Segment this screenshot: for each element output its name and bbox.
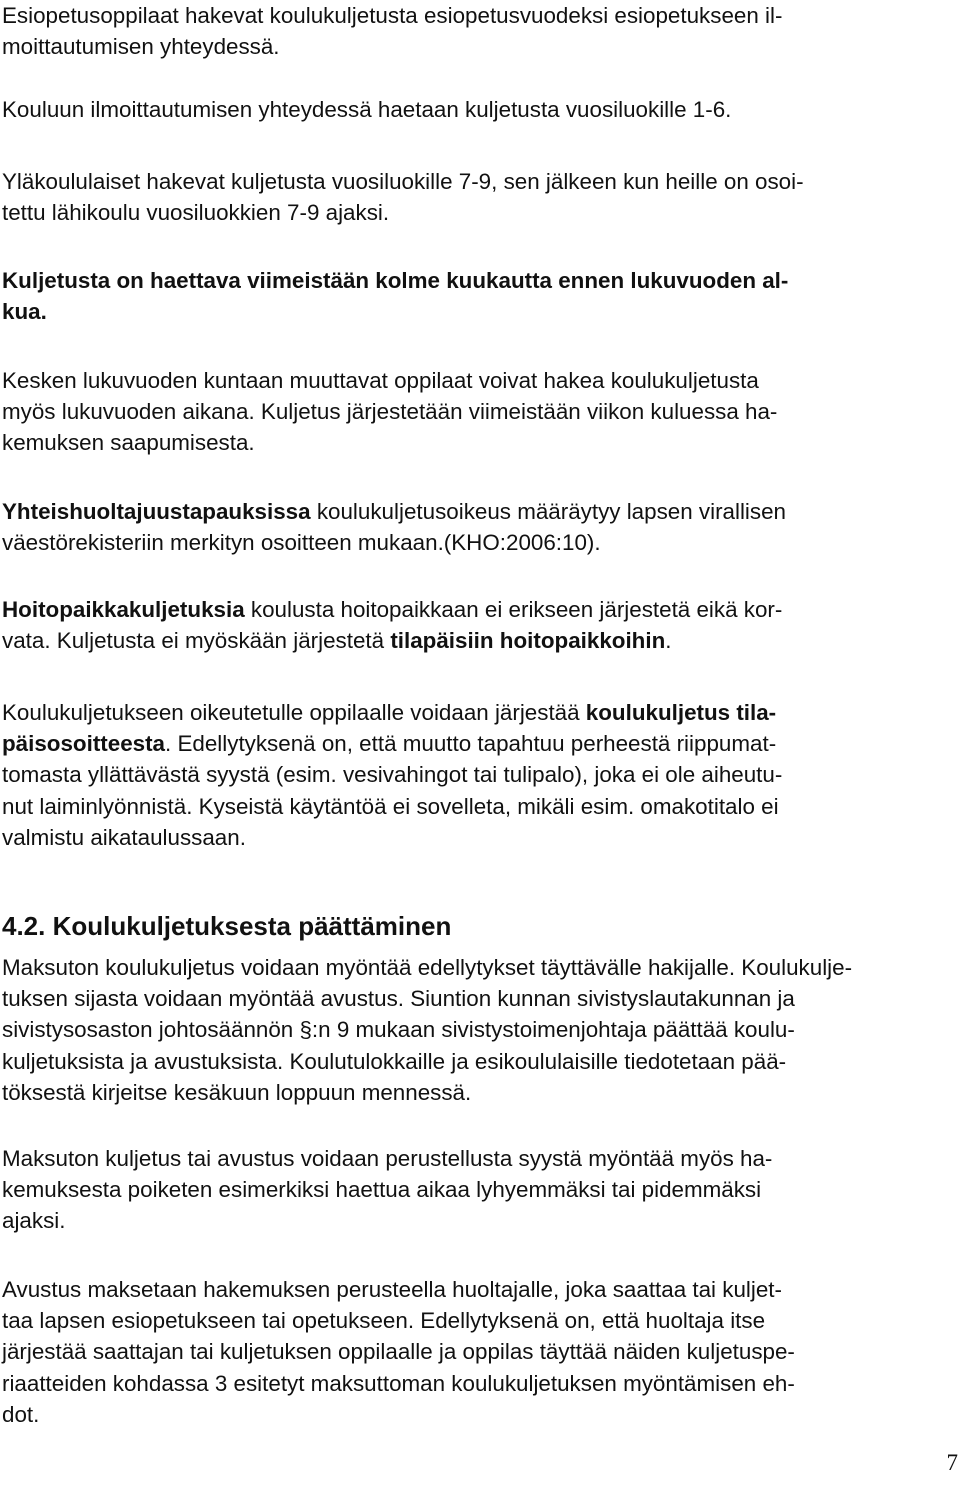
paragraph-exceptions <box>2 1143 946 1237</box>
text-line: ajaksi. <box>2 1208 66 1234</box>
text-line: Yhteishuoltajuustapauksissa koulukuljetusoikeus määräytyy lapsen virallisen <box>2 499 787 524</box>
text-line: sivistysosaston johtosäännön §:n 9 mukaan sivistystoimenjohtaja päättää koulu- <box>2 1017 795 1043</box>
text-line: kemuksen saapumisesta. <box>2 430 255 456</box>
paragraph-daycare-transport <box>2 594 946 656</box>
bold-term: koulukuljetus tila- <box>585 700 777 725</box>
paragraph-allowance <box>2 1274 946 1430</box>
page-number: 7 <box>946 1450 958 1475</box>
text-line: Esiopetusoppilaat hakevat koulukuljetusta esiopetusvuodeksi esiopetukseen il- <box>2 3 783 28</box>
text-line: moittautumisen yhteydessä. <box>2 34 280 60</box>
paragraph-mid-year-movers <box>2 365 946 459</box>
text-line: Kouluun ilmoittautumisen yhteydessä haetaan kuljetusta vuosiluokille 1-6. <box>2 97 732 122</box>
paragraph-upper-school <box>2 166 946 228</box>
text-line: tettu lähikoulu vuosiluokkien 7-9 ajaksi. <box>2 200 390 226</box>
text-line: vata. Kuljetusta ei myöskään järjestetä tilapäisiin hoitopaikkoihin. <box>2 628 672 654</box>
paragraph-application-deadline <box>2 265 946 327</box>
text-line: järjestää saattajan tai kuljetuksen oppilaalle ja oppilas täyttää näiden kuljetuspe- <box>2 1339 795 1365</box>
bold-term: päisosoitteesta <box>2 731 166 757</box>
section-heading: 4.2. Koulukuljetuksesta päättäminen <box>2 911 452 941</box>
text-line: Maksuton koulukuljetus voidaan myöntää edellytykset täyttävälle hakijalle. Koulukulje- <box>2 955 853 980</box>
paragraph-school-enrollment <box>2 94 946 125</box>
text-line: Koulukuljetukseen oikeutetulle oppilaalle voidaan järjestää koulukuljetus tila- <box>2 700 777 725</box>
text-line: päisosoitteesta. Edellytyksenä on, että muutto tapahtuu perheestä riippumat- <box>2 731 777 757</box>
paragraph-decision <box>2 952 946 1108</box>
text-line: Maksuton kuljetus tai avustus voidaan perustellusta syystä myöntää myös ha- <box>2 1146 773 1171</box>
text-line: Hoitopaikkakuljetuksia koulusta hoitopaikkaan ei erikseen järjestetä eikä kor- <box>2 597 783 622</box>
text-line: Yläkoululaiset hakevat kuljetusta vuosiluokille 7-9, sen jälkeen kun heille on osoi- <box>2 169 804 194</box>
text-line: tuksen sijasta voidaan myöntää avustus. Siuntion kunnan sivistyslautakunnan ja <box>2 986 795 1012</box>
text-line: väestörekisteriin merkityn osoitteen mukaan.(KHO:2006:10). <box>2 530 601 556</box>
text-line: riaatteiden kohdassa 3 esitetyt maksuttoman koulukuljetuksen myöntämisen eh- <box>2 1370 795 1396</box>
text-line: taa lapsen esiopetukseen tai opetukseen. Edellytyksenä on, että huoltaja itse <box>2 1308 766 1334</box>
bold-term: tilapäisiin hoitopaikkoihin <box>390 628 666 654</box>
text-line: kua. <box>2 299 47 325</box>
text-line: kemuksesta poiketen esimerkiksi haettua aikaa lyhyemmäksi tai pidemmäksi <box>2 1177 762 1203</box>
text-line: Kuljetusta on haettava viimeistään kolme kuukautta ennen lukuvuoden al- <box>2 268 789 293</box>
bold-term: Yhteishuoltajuustapauksissa <box>2 499 311 524</box>
text-line: valmistu aikataulussaan. <box>2 824 246 850</box>
text-line: myös lukuvuoden aikana. Kuljetus järjestetään viimeistään viikon kuluessa ha- <box>2 399 778 425</box>
text-line: tomasta yllättävästä syystä (esim. vesivahingot tai tulipalo), joka ei ole aiheutu- <box>2 762 783 788</box>
paragraph-joint-custody <box>2 496 946 558</box>
paragraph-temporary-address <box>2 697 946 853</box>
paragraph-preschool-application <box>2 0 946 62</box>
text-line: kuljetuksista ja avustuksista. Koulutulokkaille ja esikoululaisille tiedotetaan pää- <box>2 1048 787 1074</box>
text-line: dot. <box>2 1401 40 1427</box>
text-line: Kesken lukuvuoden kuntaan muuttavat oppilaat voivat hakea koulukuljetusta <box>2 368 759 393</box>
text-line: nut laiminlyönnistä. Kyseistä käytäntöä ei sovelleta, mikäli esim. omakotitalo ei <box>2 793 779 819</box>
bold-term: Hoitopaikkakuljetuksia <box>2 597 245 622</box>
text-line: töksestä kirjeitse kesäkuun loppuun mennessä. <box>2 1079 472 1105</box>
text-line: Avustus maksetaan hakemuksen perusteella huoltajalle, joka saattaa tai kuljet- <box>2 1277 782 1302</box>
